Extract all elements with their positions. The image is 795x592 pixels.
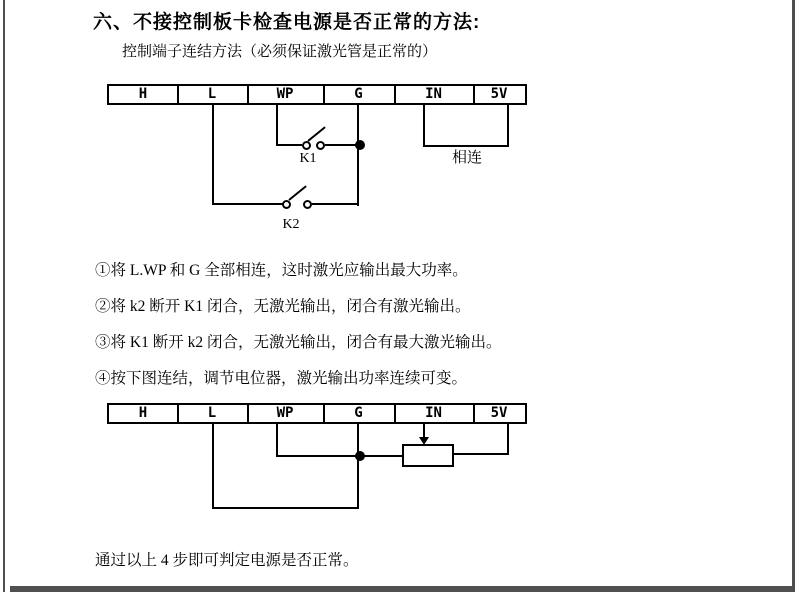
terminal-in: IN: [425, 405, 442, 421]
terminal-h: H: [138, 86, 148, 102]
wire-junction-to-pot: [360, 455, 403, 457]
k1-lever-icon: [307, 126, 325, 141]
wire-in-drop: [423, 104, 425, 147]
terminal-g: G: [354, 86, 363, 102]
section-heading: 六、不接控制板卡检查电源是否正常的方法:: [93, 12, 481, 33]
sub-heading: 控制端子连结方法（必须保证激光管是正常的）: [122, 44, 438, 60]
terminal-in: IN: [425, 86, 442, 102]
cell-divider: [247, 405, 249, 422]
cell-divider: [473, 86, 475, 103]
cell-divider: [323, 405, 325, 422]
wire-l-drop: [212, 104, 214, 204]
step-3: ③将 K1 断开 k2 闭合，无激光输出，闭合有最大激光输出。: [95, 334, 502, 351]
wire-k2-right: [312, 203, 359, 205]
cell-divider: [247, 86, 249, 103]
page-left-edge: [3, 0, 5, 592]
terminal-wp: WP: [276, 405, 294, 421]
k2-switch-label: K2: [282, 217, 300, 232]
terminal-h: H: [138, 405, 148, 421]
terminal-5v: 5V: [490, 86, 508, 102]
wire-g-drop: [357, 423, 359, 509]
terminal-l: L: [207, 86, 217, 102]
conclusion-text: 通过以上 4 步即可判定电源是否正常。: [95, 552, 359, 569]
k2-contact-icon: [303, 200, 312, 209]
cell-divider: [323, 86, 325, 103]
wire-wp-drop: [276, 104, 278, 146]
k1-contact-icon: [316, 141, 325, 150]
potentiometer: [402, 444, 454, 467]
wire-k2-left: [212, 203, 283, 205]
wire-5v-drop: [507, 104, 509, 147]
page-bottom-edge: [10, 586, 795, 592]
terminal-strip-1: [107, 84, 527, 105]
wire-k1-right: [325, 144, 357, 146]
terminal-strip-2: [107, 403, 527, 424]
terminal-l: L: [207, 405, 217, 421]
wire-k1-left: [277, 144, 302, 146]
wire-5v-drop: [507, 423, 509, 455]
linked-label: 相连: [451, 150, 482, 166]
arrow-down-icon: [419, 437, 429, 445]
cell-divider: [177, 405, 179, 422]
cell-divider: [394, 86, 396, 103]
k1-switch-label: K1: [299, 151, 317, 166]
wire-wp-to-junction: [276, 455, 360, 457]
terminal-wp: WP: [276, 86, 294, 102]
k2-contact-icon: [282, 200, 291, 209]
step-1: ①将 L.WP 和 G 全部相连，这时激光应输出最大功率。: [95, 262, 468, 279]
cell-divider: [394, 405, 396, 422]
wire-l-drop: [212, 423, 214, 509]
wire-in-drop: [423, 423, 425, 438]
cell-divider: [177, 86, 179, 103]
k1-contact-icon: [302, 141, 311, 150]
k2-lever-icon: [288, 185, 306, 200]
wire-l-g-bottom-link: [212, 507, 359, 509]
terminal-5v: 5V: [490, 405, 508, 421]
wire-g-drop: [357, 104, 359, 206]
wire-pot-to-5v: [452, 453, 509, 455]
terminal-g: G: [354, 405, 363, 421]
wire-wp-drop: [276, 423, 278, 457]
cell-divider: [473, 405, 475, 422]
step-4: ④按下图连结，调节电位器，激光输出功率连续可变。: [95, 370, 468, 387]
step-2: ②将 k2 断开 K1 闭合，无激光输出，闭合有激光输出。: [95, 298, 471, 315]
